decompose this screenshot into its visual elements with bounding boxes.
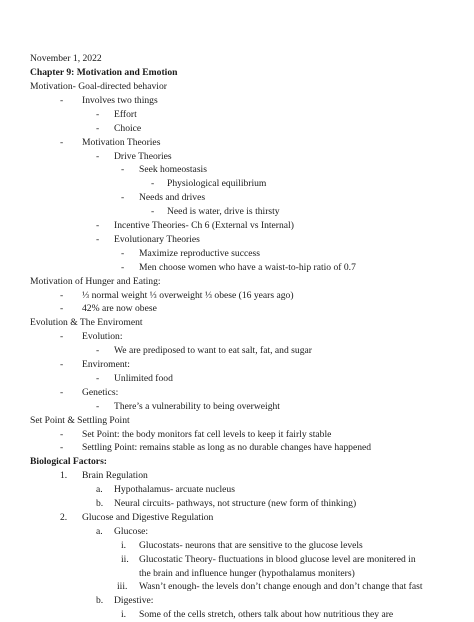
list-marker: -	[60, 428, 64, 440]
chapter-title-line	[0, 66, 474, 80]
note-line	[0, 275, 474, 289]
list-marker: -	[60, 331, 64, 343]
note-line	[0, 553, 474, 567]
list-marker: -	[96, 233, 100, 245]
note-line	[0, 414, 474, 428]
note-text: Choice	[114, 122, 142, 134]
date-line	[0, 52, 474, 66]
note-line	[0, 511, 474, 525]
document-date: November 1, 2022	[30, 53, 102, 64]
note-line	[0, 567, 474, 581]
note-text: Incentive Theories- Ch 6 (External vs Internal)	[114, 220, 294, 231]
list-marker: ii.	[121, 553, 129, 565]
note-line	[0, 330, 474, 344]
note-text: Set Point: the body monitors fat cell levels to keep it fairly stable	[82, 428, 332, 440]
list-marker: i.	[121, 539, 127, 551]
list-marker: -	[121, 164, 125, 176]
note-line	[0, 122, 474, 136]
note-line	[0, 455, 474, 469]
note-text: Unlimited food	[114, 372, 173, 384]
note-line	[0, 525, 474, 539]
note-line	[0, 594, 474, 608]
note-line	[0, 358, 474, 372]
note-text: ⅓ normal weight ⅓ overweight ⅓ obese (16 years ago)	[82, 289, 294, 301]
list-marker: -	[96, 345, 100, 357]
note-text: Digestive:	[114, 595, 154, 607]
note-line	[0, 136, 474, 150]
list-marker: -	[96, 220, 100, 231]
note-text: Evolution:	[82, 331, 123, 343]
note-text: Wasn’t enough- the levels don’t change enough and don’t change that fast	[139, 581, 423, 593]
list-marker: b.	[96, 595, 104, 607]
note-line	[0, 386, 474, 400]
note-line	[0, 163, 474, 177]
note-line	[0, 608, 474, 622]
note-line	[0, 150, 474, 164]
note-text: Motivation of Hunger and Eating:	[30, 275, 161, 287]
note-text: Need is water, drive is thirsty	[167, 206, 280, 218]
list-marker: -	[96, 108, 100, 120]
note-text: Effort	[114, 108, 137, 120]
note-text: Seek homeostasis	[139, 164, 207, 176]
note-line	[0, 94, 474, 108]
note-text: Motivation- Goal-directed behavior	[30, 81, 167, 92]
note-text: Evolution & The Enviroment	[30, 317, 143, 329]
list-marker: -	[60, 386, 64, 398]
list-marker: a.	[96, 484, 103, 496]
note-line	[0, 177, 474, 191]
note-text: Glucostats- neurons that are sensitive to the glucose levels	[139, 539, 363, 551]
note-text: Motivation Theories	[82, 136, 161, 148]
note-text: Physiological equilibrium	[167, 178, 267, 190]
list-marker: -	[96, 150, 100, 162]
list-marker: 2.	[60, 511, 68, 523]
note-line	[0, 469, 474, 483]
note-line	[0, 261, 474, 275]
note-line	[0, 108, 474, 122]
note-text: Involves two things	[82, 94, 158, 106]
list-marker: -	[96, 372, 100, 384]
note-text: Glucose:	[114, 525, 149, 537]
note-text: Brain Regulation	[82, 470, 148, 482]
list-marker: -	[121, 247, 125, 259]
note-line	[0, 219, 474, 233]
note-line	[0, 205, 474, 219]
note-text: Neural circuits- pathways, not structure (new form of thinking)	[114, 498, 357, 509]
list-marker: 1.	[60, 470, 68, 482]
note-text: Settling Point: remains stable as long as no durable changes have happened	[82, 442, 372, 454]
list-marker: -	[60, 136, 64, 148]
note-line	[0, 316, 474, 330]
note-line	[0, 580, 474, 594]
note-line	[0, 483, 474, 497]
note-text: Glucose and Digestive Regulation	[82, 511, 214, 523]
note-line	[0, 247, 474, 261]
note-line	[0, 441, 474, 455]
list-marker: -	[96, 122, 100, 134]
list-marker: -	[151, 178, 155, 190]
note-text: Genetics:	[82, 386, 119, 398]
note-text: the brain and influence hunger (hypothalamus moniters)	[139, 567, 355, 579]
list-marker: -	[96, 400, 100, 412]
note-line	[0, 233, 474, 247]
note-line	[0, 497, 474, 511]
list-marker: i.	[121, 609, 127, 621]
list-marker: -	[151, 206, 155, 218]
list-marker: -	[121, 192, 125, 204]
note-text: Drive Theories	[114, 150, 172, 162]
note-text: 42% are now obese	[82, 303, 157, 315]
list-marker: b.	[96, 498, 104, 509]
note-text: Men choose women who have a waist-to-hip ratio of 0.7	[139, 261, 356, 273]
note-line	[0, 302, 474, 316]
note-line	[0, 289, 474, 303]
note-line	[0, 80, 474, 94]
section-heading: Biological Factors:	[30, 456, 107, 468]
note-text: There’s a vulnerability to being overweight	[114, 400, 280, 412]
note-text: Evolutionary Theories	[114, 233, 200, 245]
note-text: Set Point & Settling Point	[30, 414, 130, 426]
list-marker: -	[121, 261, 125, 273]
list-marker: -	[60, 289, 64, 301]
list-marker: a.	[96, 525, 103, 537]
list-marker: iii.	[117, 581, 128, 593]
list-marker: -	[60, 94, 64, 106]
note-text: Glucostatic Theory- fluctuations in blood glucose level are monitered in	[139, 553, 416, 565]
note-text: We are prediposed to want to eat salt, fat, and sugar	[114, 345, 312, 357]
note-line	[0, 539, 474, 553]
note-line	[0, 372, 474, 386]
list-marker: -	[60, 359, 64, 370]
note-line	[0, 428, 474, 442]
note-line	[0, 400, 474, 414]
list-marker: -	[60, 303, 64, 315]
note-text: Hypothalamus- arcuate nucleus	[114, 484, 235, 496]
chapter-title: Chapter 9: Motivation and Emotion	[30, 67, 178, 78]
note-line	[0, 191, 474, 205]
list-marker: -	[60, 442, 64, 454]
note-text: Maximize reproductive success	[139, 247, 260, 259]
note-text: Enviroment:	[82, 359, 130, 370]
note-text: Some of the cells stretch, others talk about how nutritious they are	[139, 609, 394, 621]
note-text: Needs and drives	[139, 192, 206, 204]
note-line	[0, 344, 474, 358]
